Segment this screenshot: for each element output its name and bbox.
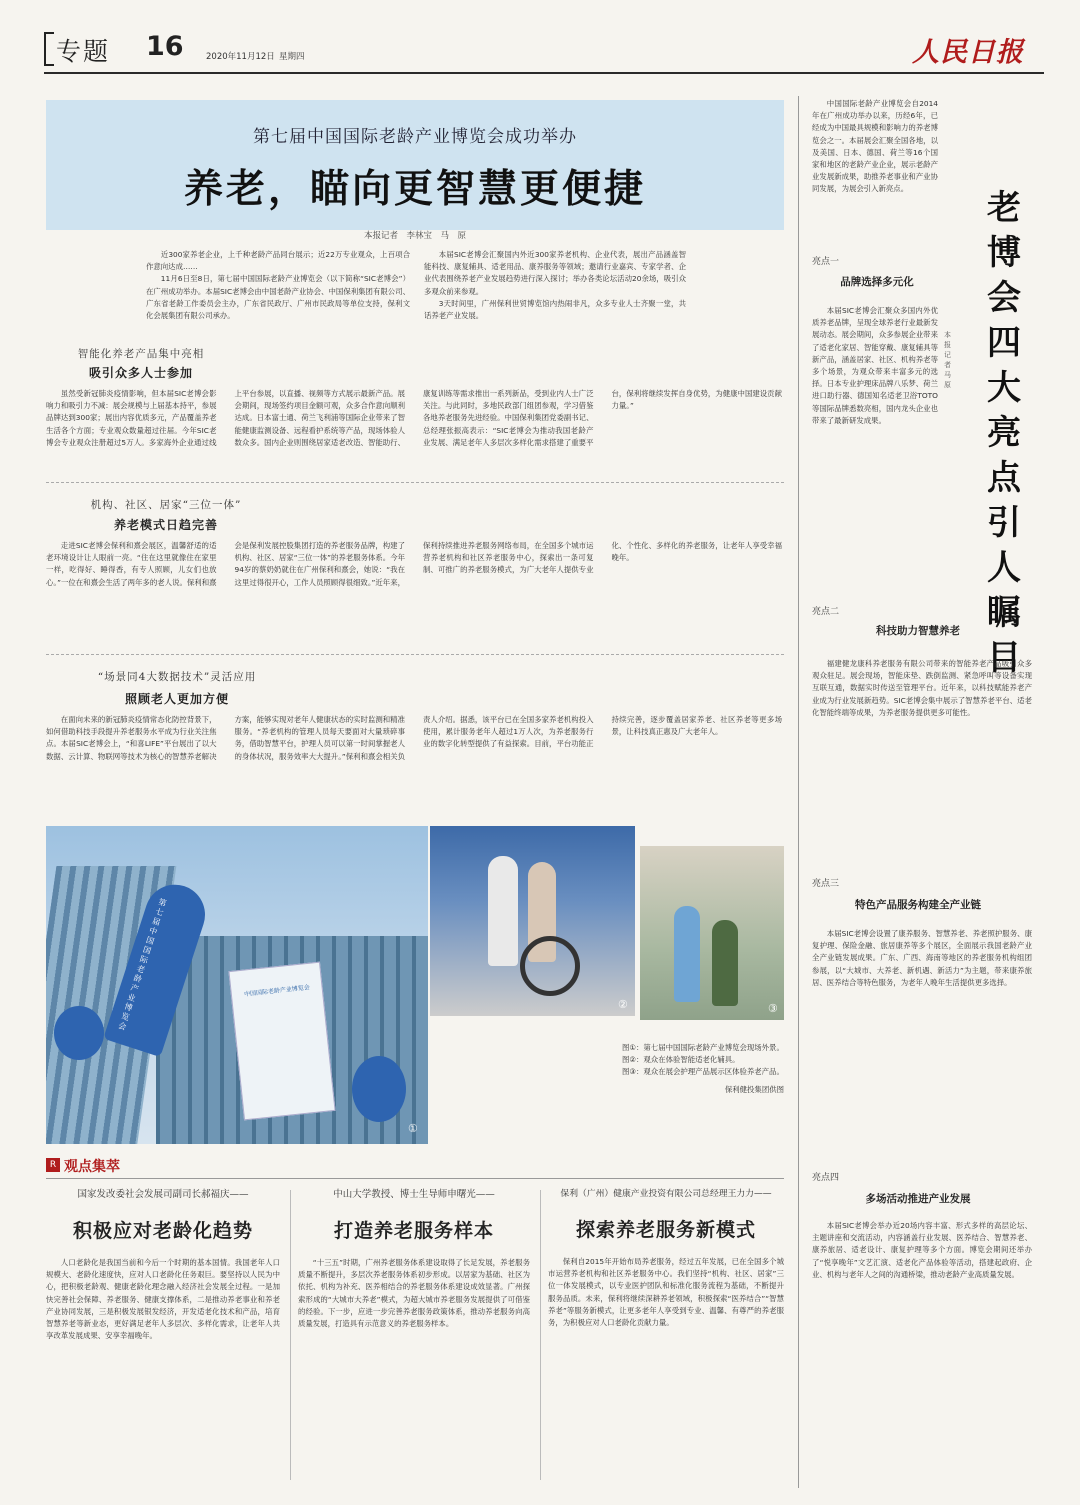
- section2-kicker: 机构、社区、居家“三位一体”: [90, 499, 242, 511]
- section2-text: 走进SIC老博会保利和熹会展区，温馨舒适的适老环境设计让人眼前一亮。“住在这里就像住在家里一样，吃得好、睡得香，有专人照顾，儿女们也放心。”一位在和熹会生活了两年多的老人说。保利和熹会是保利发展控股集团打造的养老服务品牌，构建了机构、社区、居家“三位一体”的养老服务体系。今年94岁的蔡奶奶就住在广州保利和熹会，她说：“我在这里过得很开心，工作人员照顾得很细致。”近年来，保利持续推进养老服务网络布局，在全国多个城市运营养老机构和社区养老服务中心，探索出一条可复制、可推广的养老服务模式，为广大老年人提供专业化、个性化、多样化的养老服务，让老年人享受幸福晚年。: [46, 541, 782, 587]
- highlight-3: [812, 876, 1024, 912]
- person: [712, 920, 738, 1006]
- right-title: 老博会四大亮点引人瞩目: [987, 188, 1021, 678]
- right-column-divider: [798, 96, 799, 1488]
- views-label: [46, 1156, 166, 1176]
- section1-kicker: 智能化养老产品集中亮相: [77, 348, 205, 360]
- highlight-title: 特色产品服务构建全产业链: [855, 899, 981, 911]
- expo-screen-text: 中国国际老龄产业博览会: [243, 984, 311, 999]
- highlight-4: [812, 1170, 1024, 1206]
- lead-paragraph: 本届SIC老博会汇聚国内外近300家养老机构、企业代表，展出产品涵盖智能科技、康复辅具、适老用品、康养服务等领域；邀请行业嘉宾、专家学者、企业代表围绕养老产业发展趋势进行深入探讨；举办各类论坛活动20余场，吸引众多观众前来参观。: [424, 250, 686, 296]
- issue-date: 2020年11月12日: [206, 52, 275, 62]
- wheelchair: [520, 936, 580, 996]
- photo-visitors-booth: [640, 846, 784, 1020]
- person: [674, 906, 700, 1002]
- view-column: [298, 1186, 530, 1486]
- highlight-title: 品牌选择多元化: [840, 276, 914, 288]
- views-rule: [46, 1178, 784, 1179]
- views-title: 观点集萃: [64, 1159, 120, 1175]
- page-header: [44, 28, 1044, 72]
- view-column: [548, 1186, 784, 1486]
- divider: [46, 654, 784, 655]
- section1-title: 吸引众多人士参加: [88, 366, 193, 380]
- highlight-1: [812, 254, 942, 289]
- photo-credit: 保利健投集团供图: [724, 1085, 784, 1094]
- highlight-2-text: 福建健龙康科养老服务有限公司带来的智能养老产品吸引众多观众驻足。展会现场，智能床垫、跌倒监测、紧急呼叫等设备实现互联互通，数据实时传送至管理平台。近年来，以科技赋能养老产业成为行业发展新趋势。SIC老博会集中展示了智慧养老平台、适老化智能终端等成果，为养老服务提供更多可能性。: [812, 659, 1032, 717]
- view-author: 保利（广州）健康产业投资有限公司总经理王力力——: [560, 1189, 772, 1199]
- photo-wheelchair-demo: [430, 826, 635, 1016]
- lead-title: 养老，瞄向更智慧更便捷: [183, 167, 646, 212]
- view-text: 保利自2015年开始布局养老服务，经过五年发展，已在全国多个城市运营养老机构和社区养老服务中心。我们坚持“机构、社区、居家”三位一体发展模式，以专业医护团队和标准化服务流程为基础，不断提升服务品质。未来，保利将继续深耕养老领域，积极探索“医养结合”“智慧养老”等服务新模式，让更多老年人享受到专业、温馨、有尊严的养老服务，为积极应对人口老龄化贡献力量。: [548, 1257, 784, 1328]
- blue-balloon: [54, 1006, 104, 1060]
- divider: [46, 482, 784, 483]
- views-badge: R: [46, 1158, 60, 1172]
- newspaper-logo: 人民日报: [912, 37, 1024, 68]
- highlight-tag: 亮点四: [812, 1173, 840, 1183]
- column-divider: [290, 1190, 291, 1480]
- header-rule: [44, 72, 1044, 74]
- section3-text: 在面向未来的新冠肺炎疫情常态化防控背景下，如何借助科技手段提升养老服务水平成为行业关注焦点。本届SIC老博会上，“和喜LIFE”平台展出了以大数据、云计算、物联网等技术为核心的智慧养老解决方案，能够实现对老年人健康状态的实时监测和精准服务。“养老机构的管理人员每天要面对大量琐碎事务，借助智慧平台，护理人员可以第一时间掌握老人的身体状况，服务效率大大提升。”保利和熹会相关负责人介绍。据悉，该平台已在全国多家养老机构投入使用，累计服务老年人超过1万人次，为养老服务行业的数字化转型提供了有益探索。目前，平台功能正持续完善，逐步覆盖居家养老、社区养老等更多场景，让科技真正惠及广大老年人。: [46, 715, 782, 761]
- view-column: [46, 1186, 280, 1486]
- highlight-3-text: 本届SIC老博会设置了康养服务、智慧养老、养老照护服务、康复护理、保险金融、旅居康养等多个展区，全面展示我国老龄产业全产业链发展成果。广东、广西、海南等地区的养老服务机构组团参展，以“大城市、大养老、新机遇、新活力”为主题，带来康养旅居、医养结合等特色服务，为老年人晚年生活提供更多选择。: [812, 929, 1032, 987]
- section-name: 专题: [56, 37, 111, 66]
- lead-byline: 本报记者 李林宝 马 原: [363, 231, 466, 241]
- blue-banner-text: 第七届中国国际老龄产业博览会: [117, 897, 168, 1032]
- photo-exhibition-building: [46, 826, 428, 1144]
- photo-captions: [622, 1042, 784, 1096]
- view-author: 国家发改委社会发展司副司长郝福庆——: [77, 1189, 249, 1200]
- caption-2: 图②：观众在体验智能适老化辅具。: [622, 1055, 740, 1064]
- section2-title: 养老模式日趋完善: [113, 518, 218, 532]
- lead-paragraph: 11月6日至8日，第七届中国国际老龄产业博览会（以下简称“SIC老博会”）在广州成功举办。本届SIC老博会由中国老龄产业协会、中国保利集团有限公司、广东省老龄工作委员会主办，广东省民政厅、广州市民政局等单位支持，保利文化会展集团有限公司承办。: [146, 274, 410, 321]
- section1-text: 虽然受新冠肺炎疫情影响，但本届SIC老博会影响力和吸引力不减：展会规模与上届基本持平，参展品牌达到300家；展出内容优质多元，产品覆盖养老生活各个方面；专业观众数量超过往届。今年SIC老博会专业观众注册超过5万人。多家海外企业通过线上平台参展，以直播、视频等方式展示最新产品。展会期间，现场签约项目金额可观，众多合作意向顺利达成。日本富士通、荷兰飞利浦等国际企业带来了智能健康监测设备、远程看护系统等产品，现场体验人数众多。国内企业则围绕居家适老改造、智能助行、康复训练等需求推出一系列新品，受到业内人士广泛关注。与此同时，多地民政部门组团参观，学习借鉴各地养老服务先进经验。中国保利集团党委副书记、总经理张振高表示：“SIC老博会为推动我国老龄产业发展、满足老年人多层次多样化需求搭建了重要平台，保利将继续发挥自身优势，为健康中国建设贡献力量。”: [46, 389, 782, 447]
- lead-kicker: 第七届中国国际老龄产业博览会成功举办: [253, 127, 577, 147]
- lead-paragraph: 近300家养老企业，上千种老龄产品同台展示；近22万专业观众，上百项合作意向达成……: [146, 250, 410, 272]
- section3-title: 照顾老人更加方便: [124, 692, 229, 706]
- lead-body-right: [424, 249, 686, 333]
- highlight-tag: 亮点一: [812, 257, 840, 267]
- person: [488, 856, 518, 966]
- highlight-4-text: 本届SIC老博会举办近20场内容丰富、形式多样的高层论坛、主题讲座和交流活动，内容涵盖行业发展、医养结合、智慧养老、康养旅居、适老设计、康复护理等多个方面。博览会期间还举办了“悦享晚年”文艺汇演、适老化产品体验等活动，搭建起政府、企业、机构与老年人之间的沟通桥梁，推动老龄产业高质量发展。: [812, 1221, 1032, 1279]
- highlight-2: [812, 604, 1024, 638]
- photo-marker: ①: [408, 1122, 418, 1135]
- highlight-tag: 亮点三: [812, 879, 840, 889]
- issue-weekday: 星期四: [279, 52, 305, 62]
- photo-marker: ②: [618, 998, 628, 1011]
- view-title: 探索养老服务新模式: [575, 1219, 756, 1241]
- right-intro: 中国国际老龄产业博览会自2014年在广州成功举办以来，历经6年，已经成为中国最具规模和影响力的养老博览会之一。本届展会汇聚全国各地，以及美国、日本、德国、荷兰等16个国家和地区的老龄产业企业，展示老龄产业发展新成果，助推养老事业和产业协同发展，为展会引入新亮点。: [812, 99, 938, 194]
- highlight-title: 多场活动推进产业发展: [865, 1193, 971, 1205]
- view-author: 中山大学教授、博士生导师申曙光——: [333, 1189, 495, 1200]
- caption-3: 图③：观众在展会护理产品展示区体验养老产品。: [622, 1067, 784, 1076]
- highlight-tag: 亮点二: [812, 607, 840, 617]
- page-number: 16: [146, 31, 184, 62]
- header-left-bracket: [44, 32, 54, 66]
- view-title: 打造养老服务样本: [333, 1220, 494, 1242]
- view-text: 人口老龄化是我国当前和今后一个时期的基本国情。我国老年人口规模大、老龄化速度快，应对人口老龄化任务艰巨。要坚持以人民为中心，把积极老龄观、健康老龄化理念融入经济社会发展全过程。一是加快完善社会保障、养老服务、健康支撑体系，二是推动养老事业和养老产业协同发展，三是积极发展银发经济，开发适老化技术和产品，培育智慧养老等新业态，更好满足老年人多层次、多样化需求，让老年人共享改革发展成果、安享幸福晚年。: [46, 1258, 280, 1341]
- highlight-title: 科技助力智慧养老: [876, 625, 960, 637]
- caption-1: 图①：第七届中国国际老龄产业博览会现场外景。: [622, 1043, 784, 1052]
- lead-body-left: [146, 249, 410, 333]
- section3-kicker: “场景同4大数据技术”灵活应用: [97, 671, 257, 683]
- right-byline: 本报记者 马 原: [944, 331, 958, 389]
- lead-paragraph: 3天时间里，广州保利世贸博览馆内热闹非凡，众多专业人士齐聚一堂，共话养老产业发展。: [424, 298, 686, 321]
- view-title: 积极应对老龄化趋势: [72, 1220, 253, 1242]
- photo-marker: ③: [768, 1002, 778, 1015]
- column-divider: [540, 1190, 541, 1480]
- highlight-1-text: 本届SIC老博会汇聚众多国内外优质养老品牌，呈现全球养老行业最新发展动态。展会期间，众多参展企业带来了适老化家居、智能穿戴、康复辅具等新产品，涵盖居家、社区、机构养老等多个场景，为观众带来丰富多元的选择。日本专业护理床品牌八乐梦、荷兰进口助行器、德国知名适老卫浴TOTO等国际品牌悉数亮相，国内龙头企业也带来了最新研发成果。: [812, 306, 938, 425]
- view-text: “十三五”时期，广州养老服务体系建设取得了长足发展，养老服务质量不断提升，多层次养老服务体系初步形成。以居家为基础、社区为依托、机构为补充、医养相结合的养老服务体系建设成效显著。广州探索形成的“大城市大养老”模式，为超大城市养老服务发展提供了可借鉴的经验。下一步，应进一步完善养老服务政策体系，推动养老服务向高质量发展，打造具有示范意义的养老服务样本。: [298, 1258, 530, 1329]
- blue-balloon: [352, 1056, 406, 1122]
